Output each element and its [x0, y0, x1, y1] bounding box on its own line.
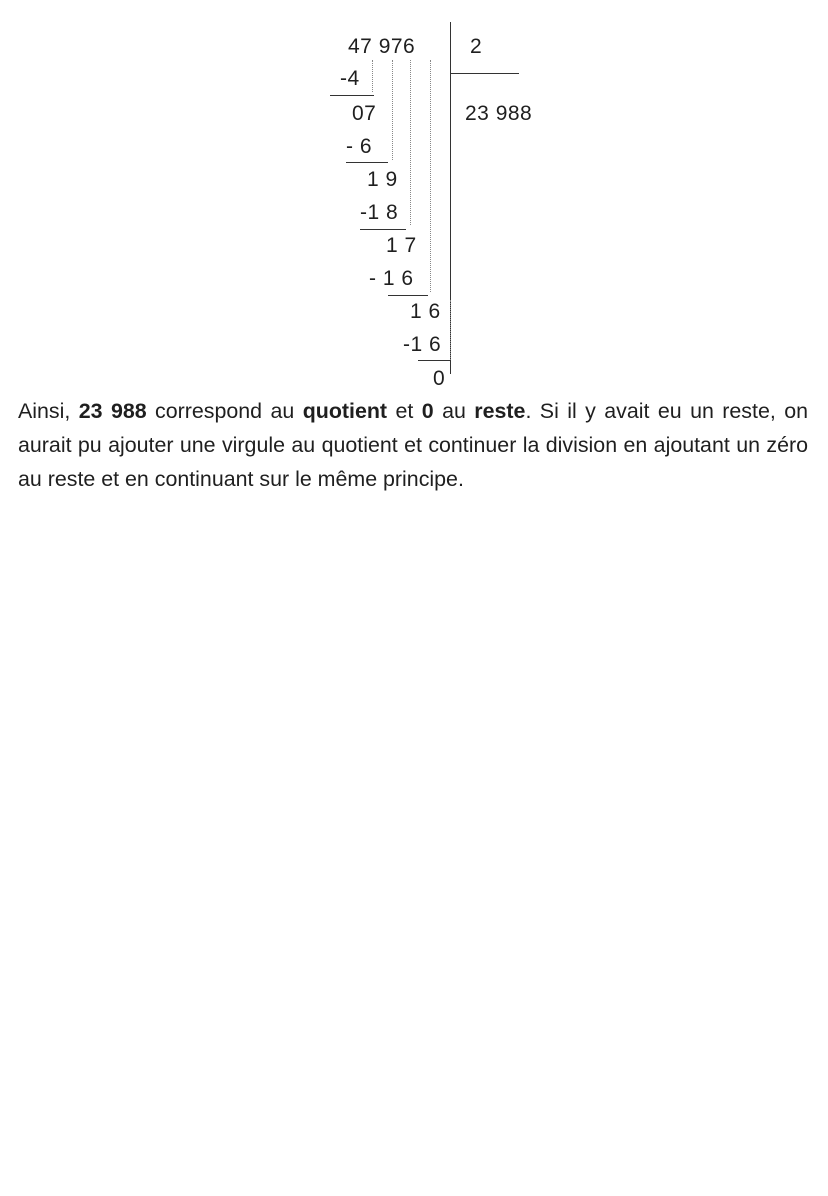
- divisor-underline: [451, 73, 519, 74]
- explanation-paragraph: [18, 394, 808, 496]
- text-segment: Ainsi,: [18, 399, 79, 423]
- step-subtract: -4: [340, 67, 360, 90]
- step-underline: [360, 229, 406, 230]
- guide-line: [430, 60, 431, 292]
- dividend: 47 976: [348, 35, 416, 58]
- step-underline: [418, 360, 450, 361]
- guide-line: [392, 60, 393, 160]
- step-subtract: -1 8: [360, 201, 399, 224]
- guide-line: [450, 300, 451, 360]
- step-subtract: - 1 6: [369, 267, 414, 290]
- text-segment: correspond au: [146, 399, 303, 423]
- guide-line: [372, 60, 373, 92]
- step-remainder: 07: [352, 102, 377, 125]
- quotient-value: 23 988: [78, 399, 147, 423]
- text-segment: au: [433, 399, 475, 423]
- long-division: [0, 0, 828, 395]
- step-remainder: 1 9: [367, 168, 398, 191]
- divisor: 2: [470, 35, 483, 58]
- step-underline: [330, 95, 374, 96]
- step-underline: [388, 295, 428, 296]
- final-remainder: 0: [433, 367, 446, 390]
- guide-line: [410, 60, 411, 225]
- remainder-value: 0: [421, 399, 434, 423]
- step-remainder: 1 7: [386, 234, 417, 257]
- quotient: 23 988: [465, 102, 533, 125]
- step-remainder: 1 6: [410, 300, 441, 323]
- remainder-word: reste: [474, 399, 526, 423]
- step-subtract: - 6: [346, 135, 373, 158]
- text-segment: et: [387, 399, 422, 423]
- quotient-word: quotient: [302, 399, 388, 423]
- step-subtract: -1 6: [403, 333, 442, 356]
- text-segment: . Si il y avait eu un reste, on aurait pu ajouter une virgule au quotient et continuer la division en ajoutant un zéro au reste et en continuant sur le même principe.: [18, 399, 808, 491]
- step-underline: [346, 162, 388, 163]
